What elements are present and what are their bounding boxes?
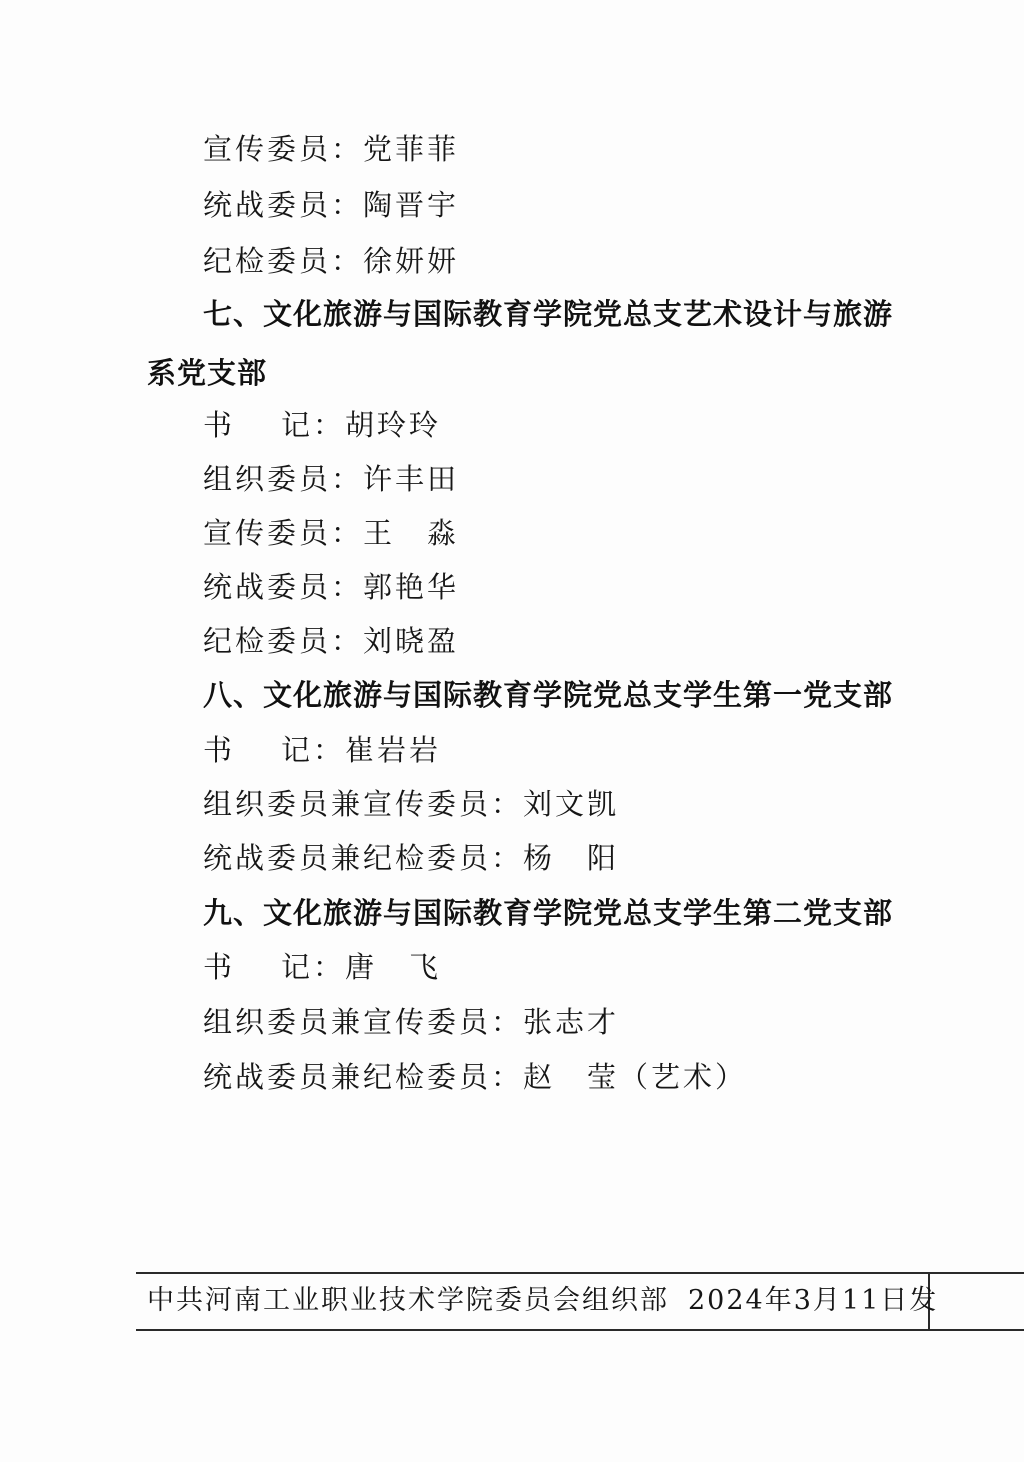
role-label: 统战委员： [203, 570, 364, 604]
member-row [203, 569, 459, 605]
role-label: 组织委员兼宣传委员： [203, 787, 524, 821]
role-label: 记： [281, 950, 346, 984]
member-row [203, 1004, 619, 1040]
member-row [203, 407, 441, 443]
role-label: 宣传委员： [203, 516, 364, 550]
role-label: 统战委员： [203, 188, 364, 222]
member-row [203, 732, 441, 768]
member-row [203, 786, 619, 822]
role-label: 宣传委员： [203, 132, 364, 166]
member-row [203, 1059, 747, 1095]
footer-bottom-rule [136, 1329, 1024, 1331]
role-label: 纪检委员： [203, 244, 364, 278]
member-name: 王 淼 [363, 516, 460, 550]
member-name: 徐妍妍 [363, 244, 460, 278]
member-row [203, 949, 441, 985]
section-heading: 九、文化旅游与国际教育学院党总支学生第二党支部 [203, 896, 894, 930]
member-name: 党菲菲 [363, 132, 460, 166]
member-row [203, 243, 459, 279]
footer-top-rule [136, 1272, 1024, 1274]
role-label: 书 [203, 950, 236, 984]
member-name: 许丰田 [363, 462, 460, 496]
role-label: 组织委员： [203, 462, 364, 496]
member-name: 刘文凯 [523, 787, 620, 821]
member-row [203, 623, 459, 659]
member-row [203, 461, 459, 497]
section-heading-continuation: 系党支部 [147, 356, 268, 390]
member-row [203, 515, 459, 551]
member-name: 陶晋宇 [363, 188, 460, 222]
role-label: 纪检委员： [203, 624, 364, 658]
role-label: 统战委员兼纪检委员： [203, 1060, 524, 1094]
member-name: 杨 阳 [523, 841, 620, 875]
member-row [203, 131, 459, 167]
member-name: 刘晓盈 [363, 624, 460, 658]
member-row [203, 840, 619, 876]
role-label: 书 [203, 408, 236, 442]
footer-date: 2024年3月11日发 [688, 1285, 939, 1316]
member-name: 崔岩岩 [345, 733, 442, 767]
section-heading: 八、文化旅游与国际教育学院党总支学生第一党支部 [203, 678, 894, 712]
footer-issuer: 中共河南工业职业技术学院委员会组织部 [147, 1285, 669, 1316]
role-label: 记： [281, 408, 346, 442]
role-label: 书 [203, 733, 236, 767]
member-name: 张志才 [523, 1005, 620, 1039]
member-name: 唐 飞 [345, 950, 442, 984]
role-label: 组织委员兼宣传委员： [203, 1005, 524, 1039]
member-name: 胡玲玲 [345, 408, 442, 442]
member-row [203, 187, 459, 223]
section-heading: 七、文化旅游与国际教育学院党总支艺术设计与旅游 [203, 297, 894, 331]
member-name: 赵 莹（艺术） [523, 1060, 748, 1094]
role-label: 统战委员兼纪检委员： [203, 841, 524, 875]
member-name: 郭艳华 [363, 570, 460, 604]
role-label: 记： [281, 733, 346, 767]
